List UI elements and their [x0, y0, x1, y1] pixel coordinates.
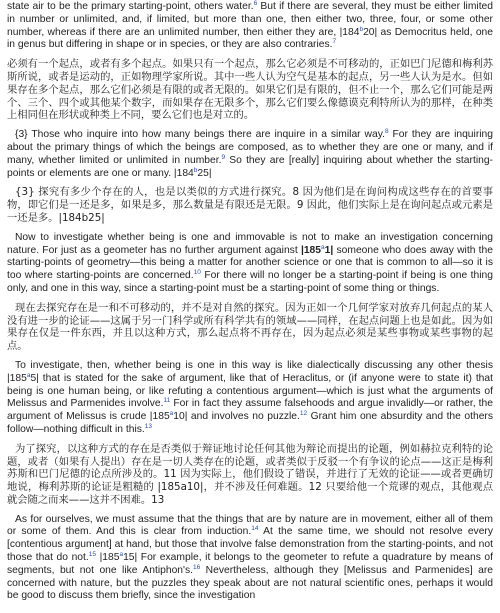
text-run: someone who does away with the starting-points of geometry—this being a matter for another science or one that is common to all—so it is too where starting-points are concerned. — [7, 244, 493, 282]
text-run: Nevertheless, although they [Melissus and Parmenides] are concerned with nature, but the puzzles they speak about are not natural scientific ones, perhaps it would be good to discuss them briefly, since the investigation — [7, 564, 493, 602]
chinese-paragraph — [7, 443, 493, 507]
footnote-marker: a — [321, 243, 325, 251]
english-paragraph — [7, 360, 493, 437]
text-run: For there will no longer be a starting-point if being is one thing only, and one in this way, since a starting-point must be a starting-point of some thing or things. — [7, 270, 493, 294]
text-run: 10| and involves no puzzle. — [173, 411, 300, 423]
footnote-marker: 8 — [384, 128, 389, 136]
text-run: {3} 探究有多少个存在的人，也是以类似的方式进行探究。8 因为他们是在询问构成这些存在的首要事物，即它们是一还是多，如果是多，那么数量是有限还是无限。9 因此，他们实际上是在询问起点或元素是一还是多。|184b25| — [7, 186, 493, 224]
chinese-paragraph — [7, 302, 493, 353]
footnote-marker: 9 — [221, 153, 226, 161]
footnote-marker: 7 — [332, 38, 337, 46]
chinese-paragraph — [7, 58, 493, 122]
chinese-paragraph — [7, 186, 493, 224]
footnote-marker: 6 — [253, 0, 258, 7]
footnote-marker: 16 — [193, 563, 201, 571]
text-run: |185 — [95, 552, 120, 564]
footnote-marker: 13 — [144, 422, 152, 430]
text-run: But if there are several, they must be either limited in number or unlimited, and, if limited, but more than one, then either two, three, four, or some other number, whereas if there are an unlimited number, then either they are, |184 — [7, 1, 494, 38]
english-paragraph — [7, 129, 493, 180]
text-run: For they are inquiring about the primary things of which the beings are composed, as to whether they are one or many, and if many, whether limited or unlimited in number. — [7, 129, 493, 166]
text-run: 5| that is stated for the sake of argument, like that of Heraclitus, or (if anyone were to state it) that being is one human being, or like refuting a contentious argument—which is just what the arguments of Melissus and Parmenides involve. — [7, 372, 493, 410]
english-paragraph — [7, 1, 493, 52]
footnote-marker: 10 — [193, 269, 201, 277]
text-run: 15| For example, it belongs to the geometer to refute a quadrature by means of segments, but not one like Antiphon's. — [7, 552, 494, 576]
text-run: To investigate, then, whether being is one in this way is like dialectically discussing any other thesis |185 — [7, 359, 493, 384]
footnote-marker: 12 — [299, 410, 308, 418]
text-run: For in fact they assume falsehoods and argue invalidly—or rather, the argument of Melissus is crude |185 — [7, 398, 493, 423]
footnote-marker: a — [26, 371, 31, 379]
text-run: Grant him one absurdity and the others follow—nothing difficult in this. — [7, 411, 493, 435]
bekker-reference: |185 — [300, 244, 321, 256]
footnote-marker: a — [169, 410, 174, 418]
footnote-marker: a — [119, 551, 124, 559]
footnote-marker: b — [193, 166, 198, 174]
text-run: 25| — [197, 167, 212, 179]
text-run: As for ourselves, we must assume that the things that are by nature are in movement, either all of them or some of them. And this is clear from induction. — [7, 513, 493, 538]
english-paragraph — [7, 514, 493, 604]
footnote-marker: 15 — [88, 551, 96, 559]
text-run: At the same time, we should not resolve every [contentious argument] at hand, but those that involve false demonstration from the starting-points, and not those that do not. — [7, 526, 494, 564]
text-run: 为了探究，以这种方式的存在是否类似于辩证地讨论任何其他为辩论而提出的论题，例如赫拉克利特的论题，或者（如果有人提出）存在是一切人类存在的论题，或者类似于反驳一个有争议的论点——这正是梅利苏斯和巴门尼德的论点所涉及的。11 因为实际上，他们假设了错误，并进行了无效的论证——或者更确切地说，梅利苏斯的论证是粗糙的 |185a10|，并不涉及任何难题。12 只要给他一个荒谬的观点，其他观点就会随之而来——这并不困难。13 — [7, 442, 493, 506]
text-run: state air to be the primary starting-point, others water. — [7, 1, 254, 12]
bekker-reference: 1| — [324, 244, 334, 256]
text-run: 现在去探究存在是一和不可移动的，并不是对自然的探究。因为正如一个几何学家对放弃几何起点的某人没有进一步的论证——这属于另一门科学或所有科学共有的领域——同样，在起点问题上也是如此。因为如果存在仅是一件东西，并且以这种方式，那么起点将不再存在，因为起点必须是某些事物或某些事物的起点。 — [7, 301, 493, 353]
text-run: 必须有一个起点，或者有多个起点。如果只有一个起点，那么它必须是不可移动的，正如巴门尼德和梅利苏斯所说，或者是运动的，正如物理学家所说。其中一些人认为空气是基本的起点，另一些人认为是水。但如果存在多个起点，那么它们必须是有限的或者无限的。如果它们是有限的，但不止一个，那么它们可能是两个、三个、四个或其他某个数字，而如果存在无限多个，那么它们要么像德谟克利特所认为的那样，在种类上相同但在形状或种类上不同，要么它们也是对立的。 — [7, 58, 493, 122]
footnote-marker: 11 — [163, 397, 171, 405]
text-run: Now to investigate whether being is one and immovable is not to make an investigation concerning nature. For just as a geometer has no further argument against — [7, 231, 493, 256]
footnote-marker: b — [359, 25, 364, 33]
english-paragraph — [7, 232, 493, 296]
text-run: {3} Those who inquire into how many beings there are inquire in a similar way. — [15, 129, 385, 141]
text-run: So they are [really] inquiring about whether the starting-points or elements are one or many. |184 — [7, 154, 493, 179]
text-run: 20| as Democritus held, one in genus but differing in shape or in species, or they are also contraries. — [7, 26, 493, 51]
footnote-marker: 14 — [251, 525, 259, 533]
